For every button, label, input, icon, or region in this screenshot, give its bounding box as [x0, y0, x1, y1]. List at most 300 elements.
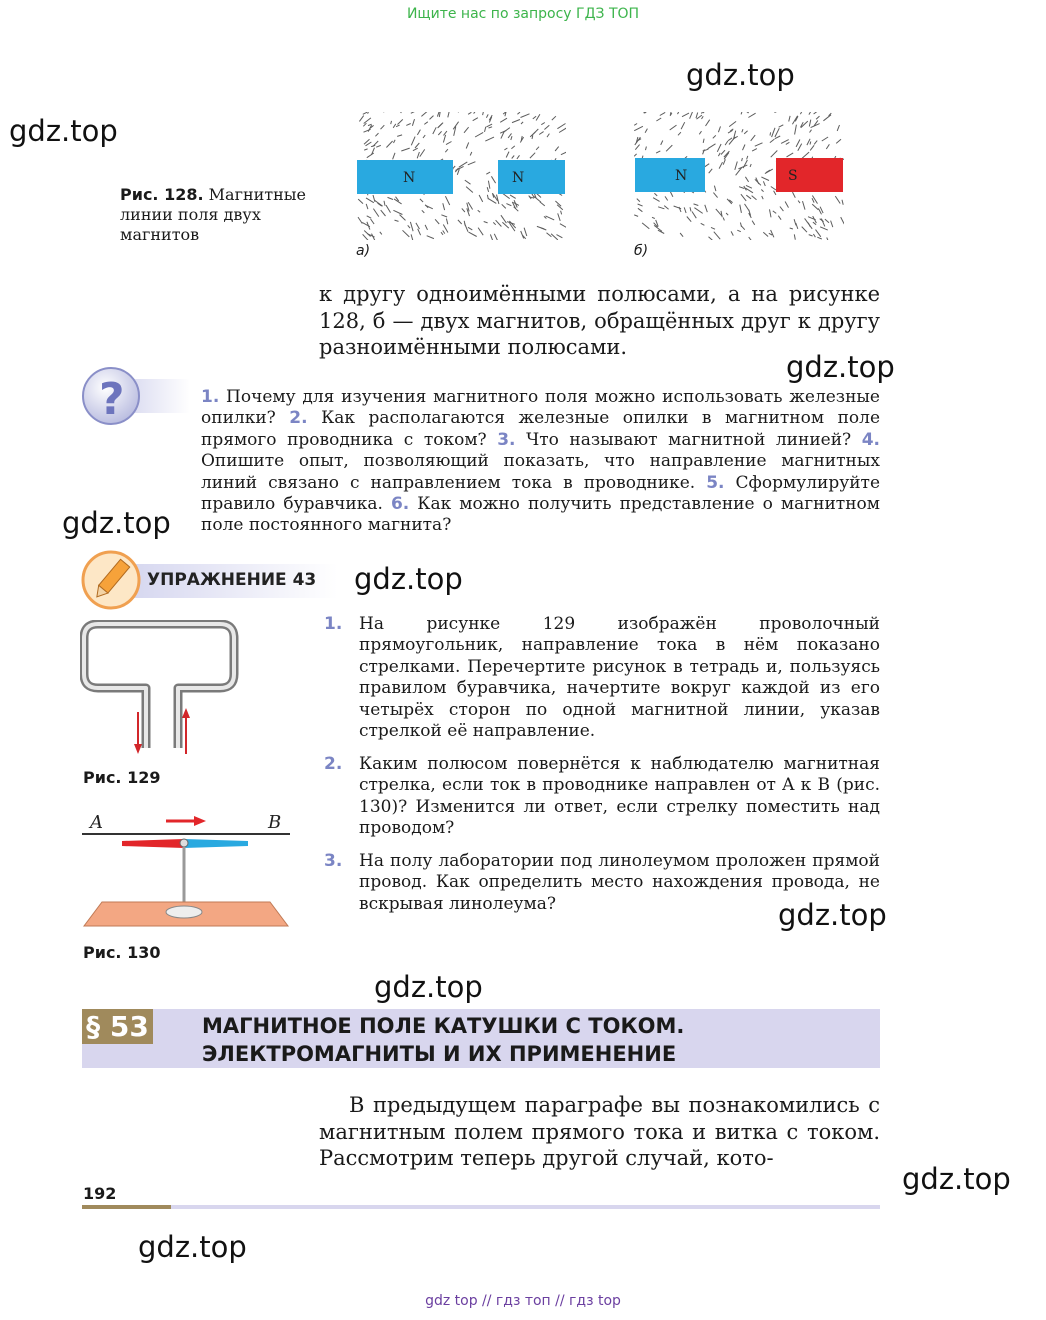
iron-filing [517, 155, 520, 159]
iron-filing [359, 116, 363, 122]
iron-filing [386, 141, 392, 148]
iron-filing [789, 116, 790, 122]
iron-filing [741, 194, 746, 201]
iron-filing [501, 215, 507, 223]
pole-n-label: N [403, 170, 416, 186]
iron-filing [746, 185, 752, 188]
iron-filing [747, 156, 748, 160]
iron-filing [558, 213, 561, 221]
iron-filing [634, 126, 643, 130]
iron-filing [761, 190, 763, 192]
iron-filing [486, 114, 488, 117]
magnet-right [498, 160, 565, 194]
iron-filing [678, 112, 682, 114]
iron-filing [802, 227, 807, 233]
iron-filing [367, 153, 374, 158]
iron-filing [762, 196, 764, 199]
iron-filing [774, 191, 776, 195]
iron-filing [376, 145, 381, 147]
iron-filing [661, 141, 663, 145]
iron-filing [494, 234, 497, 240]
iron-filing [364, 149, 367, 150]
iron-filing [809, 235, 813, 236]
point-b-label: B [268, 812, 282, 833]
iron-filing [417, 130, 420, 135]
question-text: Что называют магнитной линией? [526, 429, 852, 450]
iron-filing [793, 192, 796, 198]
iron-filing [717, 144, 721, 152]
watermark: gdz.top [786, 350, 895, 384]
iron-filing [645, 129, 647, 133]
fig129-image [80, 620, 250, 760]
iron-filing [803, 201, 806, 210]
iron-filing [785, 202, 788, 208]
iron-filing [666, 145, 672, 151]
iron-filing [664, 206, 668, 210]
iron-filing [796, 223, 798, 229]
iron-filing [718, 126, 720, 132]
exercise-number: 2. [324, 754, 343, 774]
iron-filing [391, 121, 392, 124]
iron-filing [729, 121, 736, 126]
iron-filing [810, 142, 811, 145]
iron-filing [687, 217, 691, 222]
iron-filing [536, 114, 540, 120]
iron-filing [773, 211, 776, 214]
iron-filing [751, 135, 756, 141]
iron-filing [816, 116, 819, 119]
iron-filing [400, 215, 406, 221]
iron-filing [771, 187, 776, 191]
iron-filing [831, 221, 833, 228]
needle-blue [184, 839, 248, 848]
iron-filing [705, 205, 708, 212]
iron-filing [723, 217, 724, 220]
iron-filing [775, 112, 783, 113]
iron-filing [502, 204, 506, 208]
iron-filing [638, 204, 643, 206]
question-number: 5. [706, 472, 725, 493]
iron-filing [826, 144, 829, 149]
iron-filing [396, 125, 400, 127]
iron-filing [368, 125, 371, 132]
iron-filing [466, 187, 473, 193]
iron-filing [478, 228, 483, 236]
questions-list [201, 387, 880, 537]
iron-filing [541, 123, 545, 125]
iron-filing [421, 112, 428, 116]
iron-filing [763, 181, 765, 186]
fig128b-image [634, 112, 844, 240]
iron-filing [375, 200, 383, 206]
iron-filing [775, 128, 779, 137]
iron-filing [771, 151, 778, 158]
footer-links[interactable]: gdz top // гдз топ // гдз top [425, 1293, 621, 1309]
iron-filing [441, 232, 443, 235]
iron-filing [646, 147, 647, 151]
iron-filing [512, 120, 520, 123]
iron-filing [835, 196, 840, 203]
iron-filing [393, 153, 395, 160]
iron-filing [800, 112, 803, 114]
iron-filing [530, 153, 535, 158]
iron-filing [465, 180, 471, 184]
iron-filing [418, 229, 421, 235]
question-text: Почему для изучения магнитного поля можно использовать железные опилки? [201, 387, 880, 429]
fig128-caption-bold: Рис. 128. [120, 185, 204, 204]
pole-s-label: S [788, 168, 798, 184]
iron-filing [770, 132, 771, 135]
iron-filing [723, 159, 725, 164]
iron-filing [422, 210, 425, 213]
section-title [202, 1012, 684, 1068]
iron-filing [487, 195, 488, 199]
iron-filing [521, 114, 530, 118]
iron-filing [708, 144, 716, 149]
iron-filing [746, 195, 751, 199]
iron-filing [634, 154, 637, 156]
iron-filing [816, 230, 821, 237]
iron-filing [827, 238, 830, 241]
fig130-image [80, 808, 295, 933]
iron-filing [735, 162, 738, 170]
iron-filing [652, 217, 655, 218]
iron-filing [485, 137, 494, 141]
iron-filing [423, 135, 425, 138]
section-title-line: МАГНИТНОЕ ПОЛЕ КАТУШКИ С ТОКОМ. [202, 1014, 685, 1038]
iron-filing [393, 210, 402, 214]
question-number: 3. [497, 429, 516, 450]
iron-filing [393, 124, 396, 128]
iron-filing [511, 136, 512, 140]
watermark: gdz.top [354, 562, 463, 596]
iron-filing [634, 124, 637, 126]
iron-filing [420, 199, 423, 202]
iron-filing [750, 164, 751, 167]
fig128b-label: б) [634, 243, 649, 259]
iron-filing [474, 112, 477, 114]
iron-filing [741, 226, 745, 230]
iron-filing [358, 199, 363, 204]
iron-filing [373, 209, 378, 217]
iron-filing [755, 143, 763, 146]
iron-filing [812, 198, 814, 202]
section-title-line: ЭЛЕКТРОМАГНИТЫ И ИХ ПРИМЕНЕНИЕ [202, 1042, 677, 1066]
iron-filing [446, 142, 452, 145]
iron-filing [479, 195, 483, 202]
iron-filing [363, 112, 367, 114]
iron-filing [485, 127, 486, 132]
fig128-caption-text: Магнитные линии поля двух магнитов [120, 185, 306, 244]
needle-red [122, 839, 184, 848]
iron-filing [534, 197, 541, 203]
iron-filing [699, 131, 701, 134]
iron-filing [809, 112, 813, 115]
iron-filing [841, 217, 844, 224]
iron-filing [438, 131, 441, 135]
iron-filing [714, 232, 720, 240]
iron-filing [635, 145, 639, 150]
watermark: gdz.top [778, 898, 887, 932]
iron-filing [559, 128, 566, 133]
iron-filing [491, 176, 495, 183]
fig128-caption [120, 185, 320, 245]
iron-filing [809, 120, 811, 127]
iron-filing [487, 187, 488, 192]
iron-filing [701, 223, 705, 225]
iron-filing [771, 230, 774, 237]
iron-filing [448, 112, 449, 117]
iron-filing [786, 142, 790, 144]
iron-filing [437, 112, 439, 117]
pole-n-label: N [675, 168, 688, 184]
iron-filing [794, 234, 795, 239]
iron-filing [772, 128, 775, 137]
iron-filing [547, 233, 552, 237]
iron-filing [427, 236, 434, 239]
iron-filing [656, 118, 661, 121]
iron-filing [705, 164, 709, 167]
iron-filing [770, 209, 772, 217]
question-text: Как располагаются железные опилки в магнитном поле прямого проводника с током? [201, 408, 881, 450]
top-banner[interactable]: Ищите нас по запросу ГДЗ ТОП [406, 6, 640, 22]
question-text: Сформулируйте правило буравчика. [201, 472, 881, 515]
iron-filing [371, 219, 375, 224]
iron-filing [731, 231, 733, 235]
iron-filing [823, 115, 831, 121]
iron-filing [798, 201, 800, 204]
iron-filing [745, 204, 750, 211]
iron-filing [468, 162, 476, 165]
iron-filing [412, 119, 414, 126]
iron-filing [547, 134, 549, 138]
iron-filing [743, 160, 747, 168]
iron-filing [739, 187, 744, 189]
iron-filing [410, 222, 413, 231]
iron-filing [512, 156, 515, 159]
iron-filing [398, 119, 403, 124]
iron-filing [825, 219, 829, 223]
iron-filing [709, 169, 713, 173]
iron-filing [486, 172, 490, 174]
footer-rule-accent [82, 1205, 171, 1209]
iron-filing [397, 135, 402, 137]
iron-filing [413, 148, 418, 151]
iron-filing [822, 137, 828, 141]
iron-filing [507, 222, 515, 225]
iron-filing [821, 219, 824, 227]
iron-filing [560, 224, 566, 228]
exercise-item [324, 851, 880, 915]
iron-filing [812, 204, 818, 210]
iron-filing [796, 140, 800, 147]
iron-filing [792, 116, 797, 125]
iron-filing [394, 140, 396, 143]
iron-filing [763, 232, 768, 236]
iron-filing [443, 203, 445, 210]
question-number: 2. [289, 408, 308, 429]
iron-filing [555, 147, 559, 151]
iron-filing [660, 112, 665, 115]
iron-filing [439, 112, 440, 117]
iron-filing [681, 122, 685, 129]
iron-filing [780, 207, 784, 212]
iron-filing [416, 223, 420, 229]
iron-filing [358, 217, 362, 223]
iron-filing [645, 112, 649, 113]
iron-filing [674, 206, 682, 209]
iron-filing [770, 139, 775, 143]
footer-rule [82, 1205, 880, 1209]
iron-filing [546, 216, 555, 220]
iron-filing [517, 112, 520, 114]
iron-filing [743, 145, 746, 151]
iron-filing [748, 112, 750, 113]
watermark: gdz.top [902, 1162, 1011, 1196]
iron-filing [536, 147, 539, 150]
iron-filing [656, 151, 660, 153]
iron-filing [814, 112, 820, 114]
iron-filing [749, 237, 755, 240]
iron-filing [748, 113, 755, 117]
iron-filing [488, 199, 496, 204]
iron-filing [478, 210, 480, 212]
magnet-s [776, 158, 843, 192]
iron-filing [557, 235, 563, 238]
iron-filing [511, 146, 514, 149]
exercise-number: 1. [324, 614, 343, 634]
iron-filing [411, 234, 413, 240]
iron-filing [653, 198, 660, 202]
iron-filing [746, 188, 753, 193]
iron-filing [798, 144, 802, 151]
iron-filing [544, 216, 546, 218]
iron-filing [462, 208, 465, 212]
iron-filing [817, 237, 822, 239]
iron-filing [367, 234, 374, 237]
iron-filing [366, 198, 374, 203]
iron-filing [670, 191, 673, 196]
iron-filing [790, 228, 793, 229]
section-number: § 53 [82, 1009, 153, 1044]
iron-filing [738, 165, 747, 169]
iron-filing [411, 137, 415, 146]
iron-filing [438, 123, 444, 128]
iron-filing [694, 208, 702, 214]
exercise-item [324, 614, 880, 742]
iron-filing [363, 123, 366, 126]
iron-filing [486, 124, 492, 127]
iron-filing [521, 231, 524, 238]
iron-filing [539, 132, 543, 135]
iron-filing [752, 149, 757, 152]
iron-filing [721, 150, 725, 154]
question-number: 4. [861, 429, 881, 450]
question-text: Как можно получить представление о магнитном поле постоянного магнита? [201, 494, 880, 536]
iron-filing [537, 226, 544, 229]
iron-filing [502, 222, 508, 228]
iron-filing [658, 207, 664, 209]
iron-filing [690, 207, 691, 211]
iron-filing [634, 215, 638, 217]
iron-filing [368, 112, 370, 114]
exercise-number: 3. [324, 851, 343, 871]
iron-filing [500, 118, 507, 122]
iron-filing [684, 207, 686, 213]
iron-filing [711, 227, 715, 229]
iron-filing [533, 116, 536, 119]
iron-filing [373, 141, 379, 147]
iron-filing [795, 125, 797, 135]
iron-filing [794, 219, 796, 225]
iron-filing [430, 116, 434, 120]
iron-filing [697, 115, 702, 119]
iron-filing [814, 141, 817, 145]
page-number: 192 [83, 1184, 117, 1203]
iron-filing [706, 120, 710, 126]
iron-filing [381, 125, 385, 129]
iron-filing [690, 112, 694, 119]
iron-filing [552, 116, 556, 120]
iron-filing [386, 205, 391, 213]
iron-filing [703, 139, 704, 143]
iron-filing [713, 135, 716, 138]
iron-filing [709, 237, 716, 240]
iron-filing [836, 139, 841, 143]
iron-filing [458, 220, 462, 224]
iron-filing [483, 112, 485, 115]
watermark: gdz.top [686, 58, 795, 92]
iron-filing [521, 122, 523, 124]
fig128a-image [356, 112, 566, 240]
section-paragraph: В предыдущем параграфе вы познакомились с магнитным полем прямого тока и витка с током. Рассмотрим теперь другой случай, кото- [319, 1093, 880, 1170]
point-a-label: A [90, 812, 103, 833]
iron-filing [813, 234, 815, 237]
iron-filing [443, 135, 445, 143]
iron-filing [424, 122, 428, 125]
iron-filing [506, 152, 509, 158]
iron-filing [778, 216, 781, 220]
iron-filing [540, 202, 545, 206]
iron-filing [696, 113, 698, 119]
iron-filing [802, 152, 809, 158]
iron-filing [473, 118, 478, 121]
iron-filing [380, 232, 382, 235]
iron-filing [714, 186, 716, 192]
iron-filing [741, 112, 743, 114]
iron-filing [466, 142, 469, 148]
iron-filing [411, 112, 419, 113]
iron-filing [742, 158, 743, 161]
exercise-text: Каким полюсом повернётся к наблюдателю магнитная стрелка, если ток в проводнике направлен от A к B (рис. 130)? Изменится ли ответ, если стрелку поместить над проводом? [359, 754, 880, 839]
pole-n-label: N [512, 170, 525, 186]
iron-filing [384, 201, 385, 206]
iron-filing [694, 204, 699, 206]
iron-filing [719, 162, 722, 168]
iron-filing [718, 153, 720, 156]
iron-filing [488, 181, 490, 189]
fig128a-label: а) [356, 243, 371, 259]
iron-filing [665, 196, 668, 200]
iron-filing [367, 216, 372, 218]
iron-filing [544, 125, 549, 129]
iron-filing [504, 148, 507, 150]
iron-filing [510, 195, 516, 199]
iron-filing [444, 131, 447, 135]
iron-filing [475, 132, 483, 137]
question-number: 1. [201, 387, 220, 407]
iron-filing [443, 231, 445, 234]
